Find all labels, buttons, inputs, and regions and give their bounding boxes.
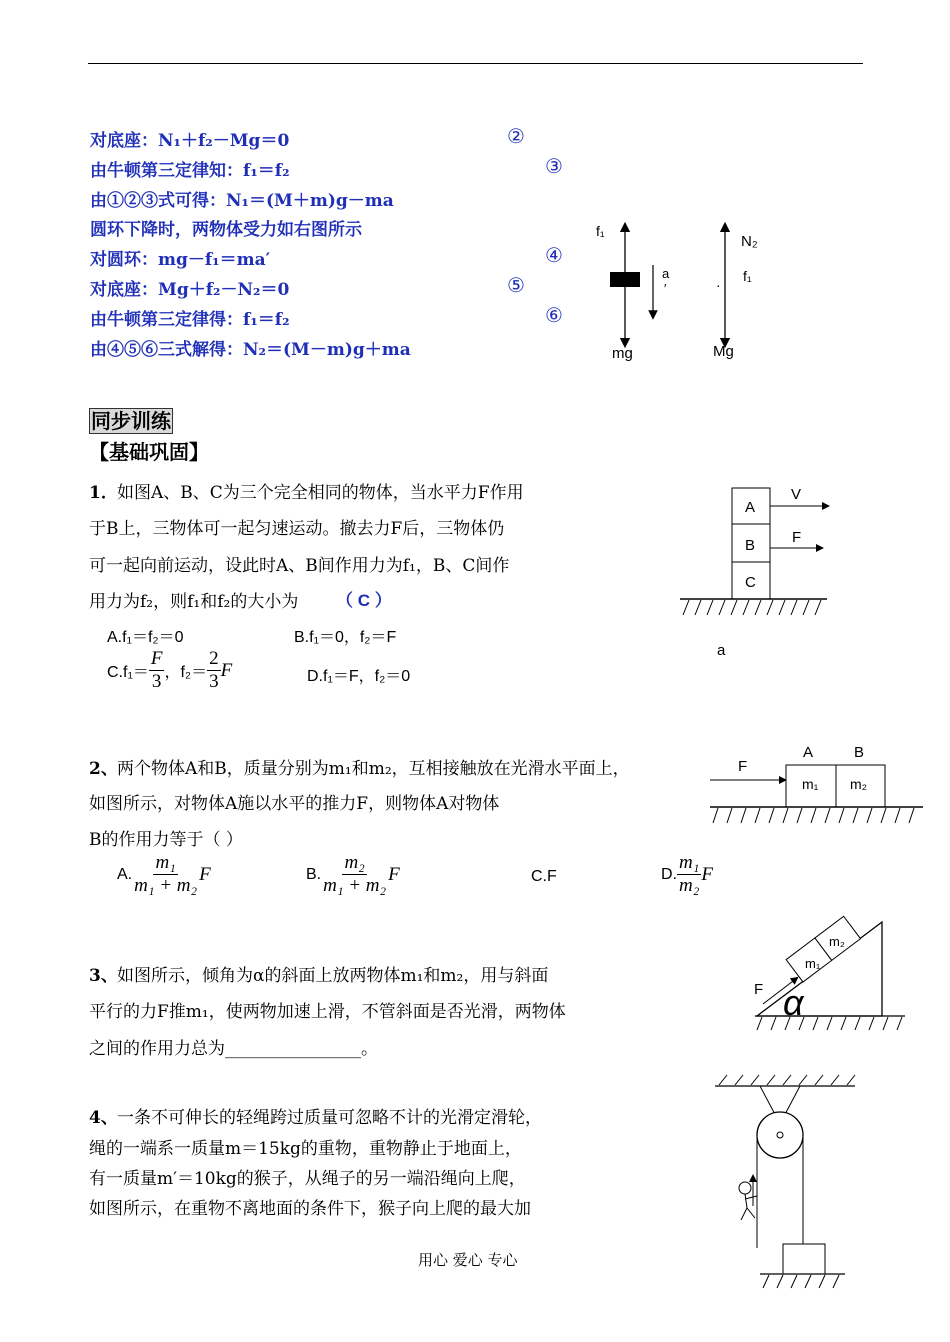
q1-answer: （ C ）: [336, 591, 392, 610]
label-accel: a: [662, 266, 670, 281]
q4-figure: [705, 1068, 865, 1293]
section-title: 同步训练: [91, 409, 171, 433]
label-mg: mg: [612, 345, 633, 362]
label-accel-prime: ′: [664, 281, 667, 296]
label-n2: N₂: [741, 233, 758, 250]
q2-line-1: 两个物体A和B，质量分别为m₁和m₂，互相接触放在光滑水平面上，: [117, 759, 630, 779]
q3-line-3: 之间的作用力总为________________。: [89, 1039, 378, 1059]
q2-number: 2、: [89, 759, 118, 779]
angle-alpha-label: α: [783, 982, 804, 1023]
equation-marker-4: ④: [545, 243, 563, 267]
label-f1-left: f₁: [596, 223, 605, 239]
q2-option-d: D. $\frac{\text{m₁}}{\text{m₂}}$ F: [661, 852, 713, 896]
q1-frac-1: $\frac{F}{3}$: [150, 648, 163, 692]
pulley-ground-hatch: [763, 1275, 839, 1288]
weight-block: [783, 1244, 825, 1274]
ground-hatch: [683, 600, 821, 615]
ring-block: [610, 272, 640, 287]
q1-option-a: A.f₁＝f₂＝0: [107, 629, 184, 646]
solution-line-2: 由牛顿第三定律知：f₁＝f₂: [90, 161, 290, 181]
q1-line-2: 于B上，三物体可一起匀速运动。撤去力F后，三物体仍: [89, 519, 505, 539]
equation-marker-5: ⑤: [507, 273, 525, 297]
solution-line-8: 由④⑤⑥三式解得：N₂＝(M－m)g＋ma: [90, 340, 411, 360]
incline-ground-hatch: [757, 1017, 902, 1030]
q1-option-c: C.f₁＝ $\frac{F}{3}$ ，f₂＝ $\frac{2}{3}$ F: [107, 648, 233, 692]
solution-line-4: 圆环下降时，两物体受力如右图所示: [90, 220, 362, 240]
solution-line-7: 由牛顿第三定律得：f₁＝f₂: [90, 310, 290, 330]
section-subtitle: 【基础巩固】: [89, 440, 209, 464]
label-dot: ·: [716, 277, 721, 293]
figure-caption: a: [717, 642, 726, 659]
q4-line-3: 有一质量m′＝10kg的猴子，从绳子的另一端沿绳向上爬，: [89, 1169, 526, 1189]
force-diagram: [585, 215, 785, 365]
incline-m1-label: m₁: [805, 956, 821, 971]
q2-frac-b: $\frac{\text{m₂}}{\text{m₁ + m₂}}$: [323, 852, 387, 896]
block-a-label: A: [745, 499, 756, 516]
q4-number: 4、: [89, 1108, 118, 1128]
label-f1-right: f₁: [743, 268, 752, 284]
q2-line-3: B的作用力等于（ ）: [89, 830, 243, 850]
q1-option-b: B.f₁＝0，f₂＝F: [294, 629, 397, 646]
block-b-label-q2: B: [854, 744, 865, 761]
q4-line-1: 一条不可伸长的轻绳跨过质量可忽略不计的光滑定滑轮，: [117, 1108, 542, 1128]
header-rule: [88, 63, 863, 64]
q2-line-2: 如图所示，对物体A施以水平的推力F，则物体A对物体: [89, 794, 500, 814]
floor-hatch: [713, 808, 914, 823]
incline-m2-label: m₂: [829, 934, 845, 949]
equation-marker-2: ②: [507, 124, 525, 148]
block-m2-label: m₂: [850, 776, 868, 792]
block-m1-label: m₁: [802, 776, 819, 792]
force-label: F: [792, 529, 802, 546]
q1-frac-2: $\frac{2}{3}$: [209, 648, 219, 692]
q2-option-c: C.F: [531, 868, 557, 885]
equation-marker-6: ⑥: [545, 303, 563, 327]
solution-line-6: 对底座：Mg＋f₂－N₂＝0: [90, 280, 290, 300]
q3-figure: [745, 912, 915, 1037]
q4-line-2: 绳的一端系一质量m＝15kg的重物，重物静止于地面上，: [89, 1139, 522, 1159]
velocity-label: V: [791, 486, 802, 503]
q1-line-1: 如图A、B、C为三个完全相同的物体，当水平力F作用: [117, 483, 524, 503]
q2-option-a: A. $\frac{\text{m₁}}{\text{m₁ + m₂}}$ F: [117, 852, 211, 896]
q1-number: 1．: [89, 483, 118, 503]
q3-line-1: 如图所示，倾角为α的斜面上放两物体m₁和m₂，用与斜面: [117, 966, 549, 986]
q4-line-4: 如图所示，在重物不离地面的条件下，猴子向上爬的最大加: [89, 1199, 531, 1219]
q1-line-4: 用力为f₂，则f₁和f₂的大小为: [89, 592, 299, 612]
block-c-label: C: [745, 574, 756, 591]
solution-line-1: 对底座：N₁＋f₂－Mg＝0: [90, 131, 290, 151]
push-force-label: F: [738, 758, 748, 775]
solution-line-3: 由①②③式可得：N₁＝(M＋m)g－ma: [90, 191, 394, 211]
ceiling-hatch: [719, 1075, 855, 1085]
block-b-label: B: [745, 537, 756, 554]
q1-figure: [675, 480, 855, 665]
label-Mg: Mg: [713, 343, 734, 360]
q2-frac-a: $\frac{\text{m₁}}{\text{m₁ + m₂}}$: [134, 852, 198, 896]
q2-figure: [705, 738, 930, 833]
q1-option-d: D.f₁＝F，f₂＝0: [307, 668, 411, 685]
q3-number: 3、: [89, 966, 118, 986]
q2-option-b: B. $\frac{\text{m₂}}{\text{m₁ + m₂}}$ F: [306, 852, 400, 896]
pulley-axle: [777, 1132, 783, 1138]
q1-line-3: 可一起向前运动，设此时A、B间作用力为f₁，B、C间作: [89, 556, 510, 576]
q3-line-2: 平行的力F推m₁，使两物加速上滑，不管斜面是否光滑，两物体: [89, 1002, 566, 1022]
monkey-figure: [739, 1182, 757, 1220]
solution-line-5: 对圆环：mg－f₁＝ma′: [90, 250, 271, 270]
page-footer: 用心 爱心 专心: [418, 1251, 518, 1269]
q2-frac-d: $\frac{\text{m₁}}{\text{m₂}}$: [679, 852, 700, 896]
block-a-label-q2: A: [803, 744, 814, 761]
equation-marker-3: ③: [545, 154, 563, 178]
incline-force-label: F: [754, 981, 764, 998]
